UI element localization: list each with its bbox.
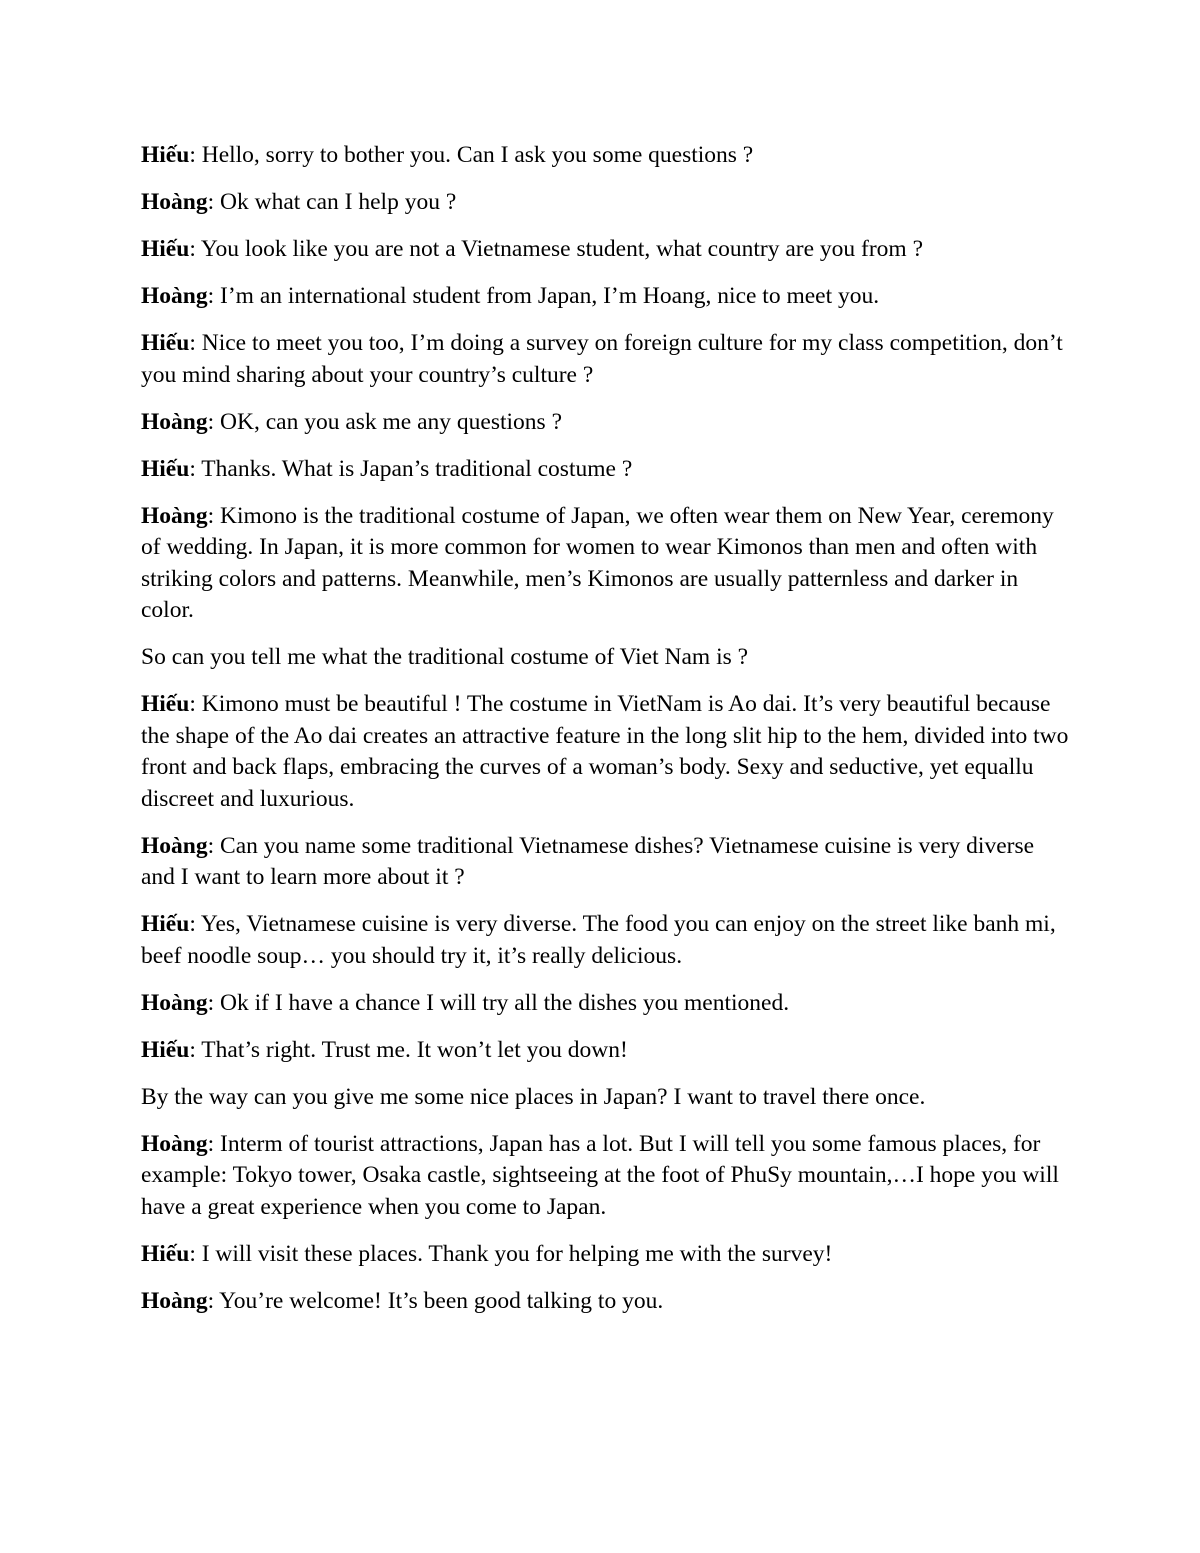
dialogue-line-12: [141, 909, 1070, 972]
dialogue-text: Interm of tourist attractions, Japan has a lot. But I will tell you some famous places, for example: Tokyo tower, Osaka castle, sightseeing at the foot of PhuSy mountain,…I hope you will have a great experience when you come to Japan.: [141, 1130, 1059, 1220]
dialogue-text: Nice to meet you too, I’m doing a survey on foreign culture for my class competition, don’t you mind sharing about your country’s culture ?: [141, 330, 1063, 388]
dialogue-line-10: [141, 689, 1070, 815]
dialogue-line-16: [141, 1129, 1070, 1224]
speaker-name: Hiếu: [141, 691, 190, 717]
dialogue-text: By the way can you give me some nice places in Japan? I want to travel there once.: [141, 1083, 926, 1110]
speaker-name: Hiếu: [141, 455, 190, 482]
dialogue-line-17: [141, 1239, 1070, 1271]
dialogue-line-15: [141, 1082, 1070, 1114]
speaker-separator: :: [189, 142, 202, 168]
speaker-separator: :: [207, 1287, 220, 1314]
dialogue-line-5: [141, 328, 1070, 391]
speaker-separator: :: [207, 832, 221, 859]
speaker-name: Hiếu: [141, 1240, 190, 1267]
speaker-separator: :: [207, 989, 221, 1016]
speaker-name: Hoàng: [141, 189, 208, 215]
dialogue-line-4: [141, 281, 1070, 313]
speaker-name: Hoàng: [141, 283, 208, 309]
dialogue-text: Kimono must be beautiful ! The costume in VietNam is Ao dai. It’s very beautiful because the shape of the Ao dai creates an attractive feature in the long slit hip to the hem, divided into two front and back flaps, embracing the curves of a woman’s body. Sexy and seductive, yet equallu discreet and luxurious.: [141, 691, 1069, 812]
dialogue-line-9: [141, 642, 1070, 674]
dialogue-text: Kimono is the traditional costume of Japan, we often wear them on New Year, ceremony of wedding. In Japan, it is more common for women to wear Kimonos than men and often with striking colors and patterns. Meanwhile, men’s Kimonos are usually patternless and darker in color.: [141, 502, 1054, 623]
speaker-name: Hoàng: [141, 832, 208, 859]
dialogue-line-6: [141, 407, 1070, 439]
dialogue-text: You look like you are not a Vietnamese student, what country are you from ?: [200, 236, 924, 262]
speaker-separator: :: [207, 283, 221, 309]
speaker-name: Hiếu: [141, 142, 190, 168]
speaker-name: Hoàng: [141, 989, 208, 1016]
dialogue-line-18: [141, 1286, 1070, 1318]
speaker-name: Hoàng: [141, 1287, 208, 1314]
speaker-separator: :: [189, 1240, 202, 1267]
speaker-name: Hoàng: [141, 1130, 208, 1157]
speaker-name: Hiếu: [141, 236, 190, 262]
speaker-separator: :: [189, 1036, 202, 1063]
dialogue-text: Thanks. What is Japan’s traditional costume ?: [201, 455, 633, 482]
dialogue-text: Ok if I have a chance I will try all the dishes you mentioned.: [220, 989, 790, 1016]
dialogue-line-14: [141, 1035, 1070, 1067]
dialogue-text: That’s right. Trust me. It won’t let you down!: [201, 1036, 628, 1063]
speaker-separator: :: [189, 455, 202, 482]
speaker-separator: :: [207, 189, 221, 215]
dialogue-text: OK, can you ask me any questions ?: [220, 408, 562, 435]
dialogue-line-7: [141, 454, 1070, 486]
dialogue-text: Hello, sorry to bother you. Can I ask you some questions ?: [201, 142, 754, 168]
dialogue-text: I’m an international student from Japan, I’m Hoang, nice to meet you.: [220, 283, 880, 309]
dialogue-text: I will visit these places. Thank you for helping me with the survey!: [201, 1240, 833, 1267]
dialogue-text: Yes, Vietnamese cuisine is very diverse. The food you can enjoy on the street like banh mi, beef noodle soup… you should try it, it’s really delicious.: [141, 911, 1056, 969]
speaker-separator: :: [207, 408, 221, 435]
speaker-separator: :: [189, 236, 201, 262]
dialogue-line-1: [141, 140, 1070, 172]
dialogue-line-8: [141, 501, 1070, 627]
speaker-name: Hoàng: [141, 502, 208, 529]
speaker-name: Hiếu: [141, 330, 190, 356]
dialogue-line-2: [141, 187, 1070, 219]
speaker-name: Hiếu: [141, 1036, 190, 1063]
dialogue-line-13: [141, 988, 1070, 1020]
speaker-separator: :: [189, 330, 202, 356]
dialogue-line-3: [141, 234, 1070, 266]
dialogue-line-11: [141, 831, 1070, 894]
speaker-name: Hiếu: [141, 911, 190, 937]
dialogue-text: Can you name some traditional Vietnamese dishes? Vietnamese cuisine is very diverse and I want to learn more about it ?: [141, 832, 1035, 890]
dialogue-text: You’re welcome! It’s been good talking to you.: [219, 1287, 664, 1314]
speaker-name: Hoàng: [141, 408, 208, 435]
speaker-separator: :: [207, 502, 221, 529]
dialogue-text: Ok what can I help you ?: [220, 189, 457, 215]
speaker-separator: :: [189, 691, 202, 717]
speaker-separator: :: [189, 911, 201, 937]
speaker-separator: :: [207, 1130, 221, 1157]
dialogue-text: So can you tell me what the traditional costume of Viet Nam is ?: [141, 644, 749, 670]
